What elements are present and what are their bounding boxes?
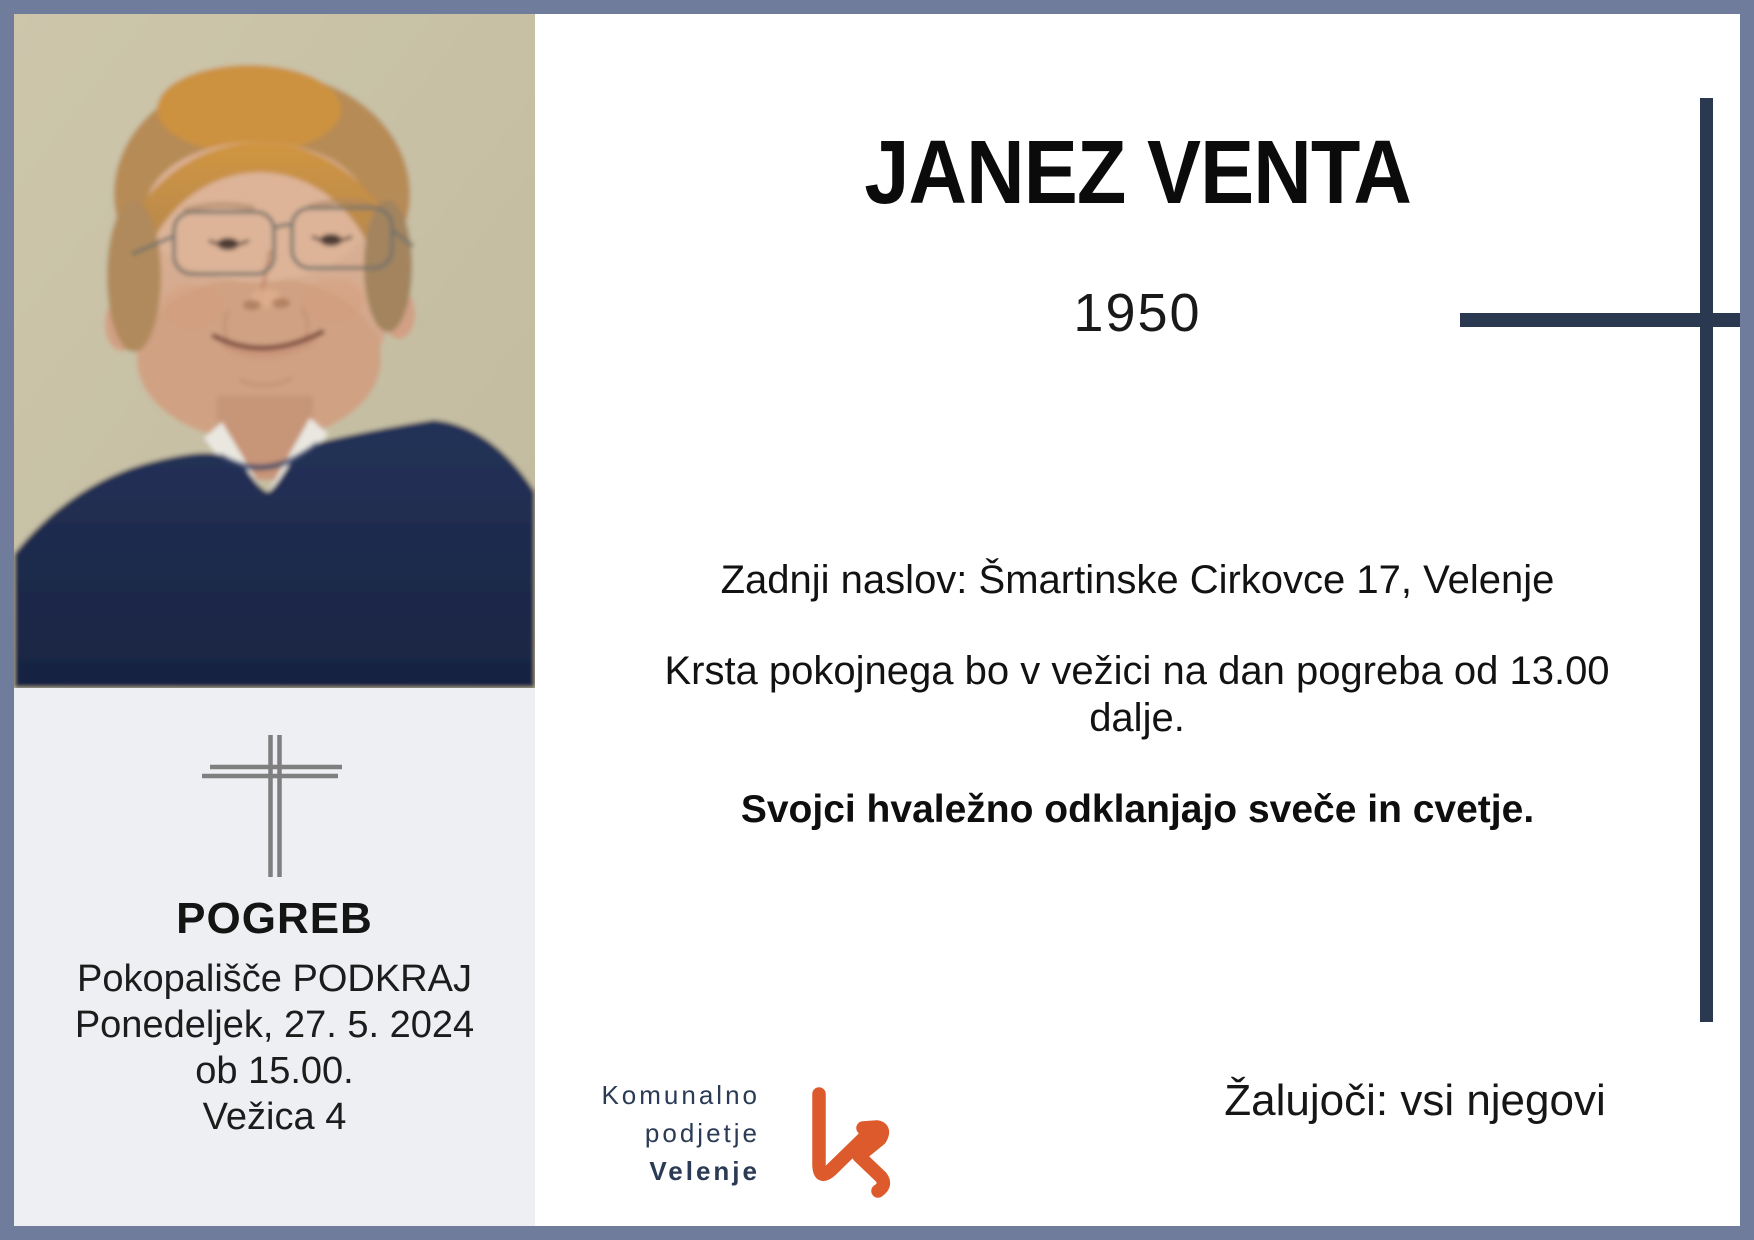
mourners-line: Žalujoči: vsi njegovi <box>1224 1076 1606 1125</box>
right-column <box>535 14 1740 1226</box>
casket-info-line: Krsta pokojnega bo v vežici na dan pogreba od 13.00 dalje. <box>664 649 1610 740</box>
funeral-details <box>14 956 535 1140</box>
last-address-line: Zadnji naslov: Šmartinske Cirkovce 17, Velenje <box>720 558 1555 602</box>
funeral-chapel: Vežica 4 <box>202 1096 347 1138</box>
memorial-cross-bar-icon <box>1460 313 1740 327</box>
deceased-name <box>535 123 1740 223</box>
double-line-cross-icon <box>164 728 384 898</box>
birth-year: 1950 <box>1073 283 1202 343</box>
organizer-name-line2: podjetje <box>644 1118 760 1148</box>
organizer-logo-text <box>535 1076 760 1190</box>
memorial-cross-icon <box>1700 98 1713 1022</box>
funeral-heading: POGREB <box>176 894 373 943</box>
funeral-cemetery: Pokopališče PODKRAJ <box>77 958 472 1000</box>
logo-k-icon <box>795 1078 905 1203</box>
card-inner <box>14 14 1740 1226</box>
funeral-date: Ponedeljek, 27. 5. 2024 <box>74 1004 475 1046</box>
funeral-time: ob 15.00. <box>195 1050 354 1092</box>
deceased-name-text: JANEZ VENTA <box>864 123 1411 223</box>
portrait-photo <box>14 14 535 688</box>
funeral-info-panel <box>14 688 535 1226</box>
organizer-name-line3: Velenje <box>649 1156 760 1186</box>
left-column <box>14 14 535 1226</box>
organizer-name-line1: Komunalno <box>601 1080 760 1110</box>
condolence-line: Svojci hvaležno odklanjajo sveče in cvetje. <box>740 788 1535 831</box>
